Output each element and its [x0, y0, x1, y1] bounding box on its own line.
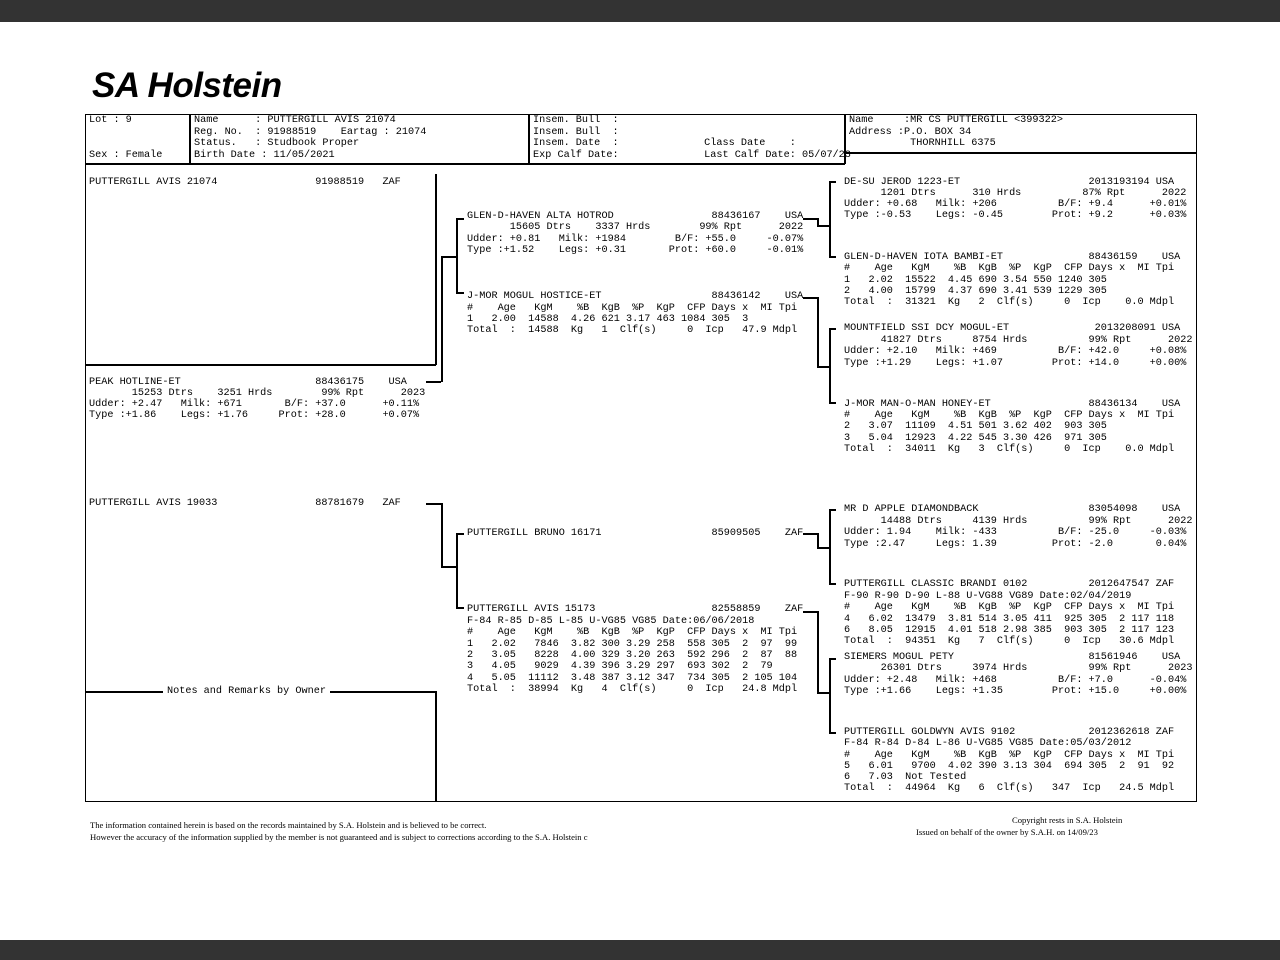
- connector: [441, 503, 443, 567]
- connector: [817, 611, 819, 693]
- connector: [803, 218, 817, 220]
- connector: [829, 328, 836, 330]
- connector: [456, 292, 464, 294]
- header-col-2: [528, 114, 530, 164]
- issued-by: Issued on behalf of the owner by S.A.H. on 14/09/23: [916, 827, 1098, 837]
- notes-line-right: [330, 691, 436, 693]
- lot-number: Lot : 9: [89, 115, 132, 126]
- connector: [441, 256, 443, 382]
- connector: [441, 566, 456, 568]
- connector: [441, 256, 456, 258]
- connector: [456, 607, 464, 609]
- animal-box-bottom: [85, 364, 436, 366]
- connector: [829, 509, 836, 511]
- copyright: Copyright rests in S.A. Holstein: [1012, 815, 1123, 825]
- connector: [426, 503, 441, 505]
- connector: [829, 181, 836, 183]
- connector: [829, 509, 831, 584]
- connector: [456, 533, 464, 535]
- connector: [829, 181, 831, 257]
- connector: [829, 583, 836, 585]
- bottom-bar: [0, 940, 1280, 960]
- connector: [803, 611, 817, 613]
- connector: [829, 328, 831, 403]
- notes-title: Notes and Remarks by Owner: [163, 686, 330, 698]
- connector: [817, 692, 829, 694]
- connector: [817, 225, 829, 227]
- connector: [829, 658, 836, 660]
- connector: [456, 218, 458, 293]
- sex: Sex : Female: [89, 150, 163, 161]
- notes-line-left: [85, 691, 165, 693]
- connector: [817, 297, 819, 367]
- owner-box-bottom: [844, 152, 1197, 154]
- header-col-1: [189, 114, 191, 164]
- connector: [426, 381, 441, 383]
- connector: [829, 402, 836, 404]
- dam-title: PUTTERGILL AVIS 19033 88781679 ZAF: [89, 498, 401, 509]
- top-bar: [0, 0, 1280, 22]
- connector: [456, 218, 464, 220]
- connector: [817, 547, 829, 549]
- connector: [803, 297, 817, 299]
- disclaimer: The information contained herein is based on the records maintained by S.A. Holstein and is believed to be correct. However the accuracy of the information supplied by the member is not guaranteed and is subject to corrections according to the S.A. Holstein c: [90, 820, 588, 842]
- connector: [829, 658, 831, 733]
- connector: [817, 533, 819, 548]
- connector: [803, 533, 817, 535]
- dam-sire-title: PUTTERGILL BRUNO 16171 85909505 ZAF: [467, 528, 804, 539]
- animal-box-right: [435, 174, 437, 365]
- connector: [829, 256, 836, 258]
- connector: [817, 366, 829, 368]
- org-title: SA Holstein: [92, 66, 282, 105]
- connector: [829, 732, 836, 734]
- notes-box-right: [435, 691, 437, 802]
- connector: [456, 533, 458, 608]
- animal-box-title: PUTTERGILL AVIS 21074 91988519 ZAF: [89, 177, 401, 188]
- header-divider: [85, 163, 845, 165]
